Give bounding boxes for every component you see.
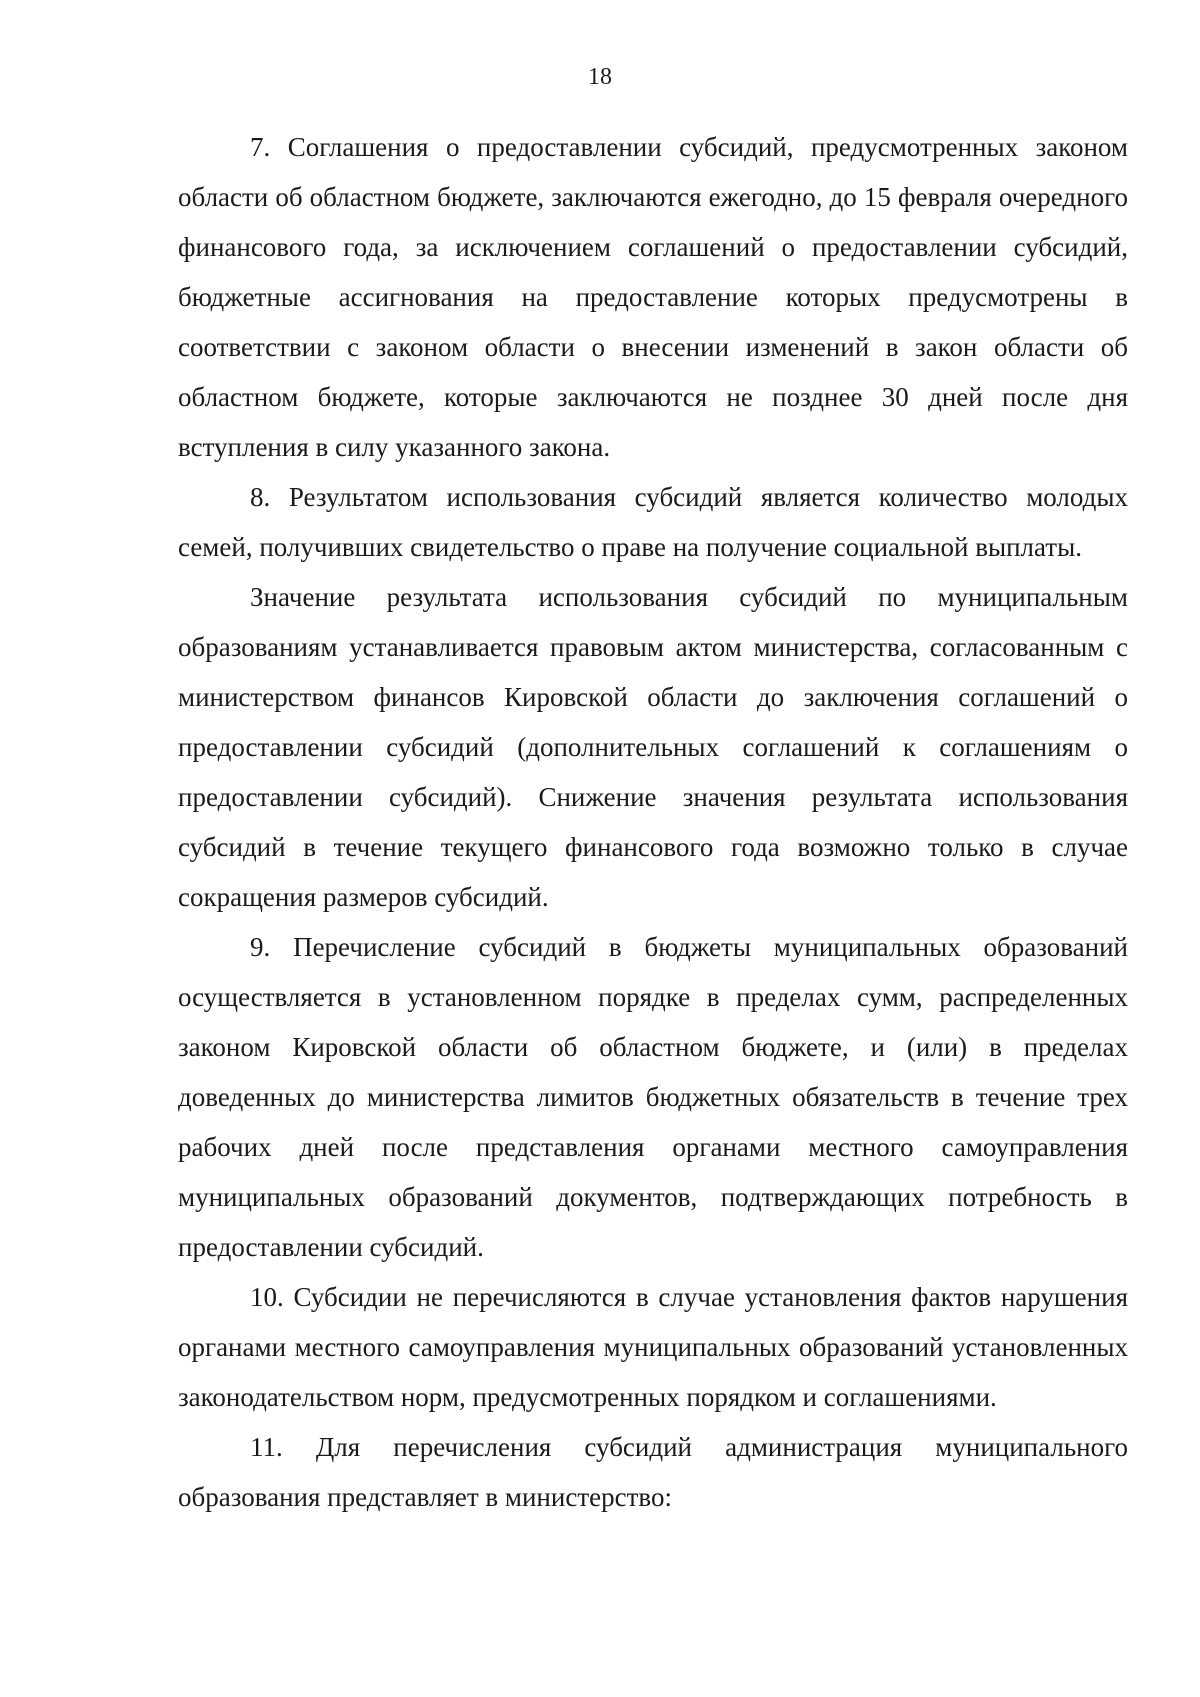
page-number: 18 bbox=[588, 64, 612, 90]
paragraph-8: 8. Результатом использования субсидий является количество молодых семей, получивших свидетельство о праве на получение социальной выплаты. bbox=[178, 482, 1128, 562]
paragraph-result-value: Значение результата использования субсидий по муниципальным образованиям устанавливается правовым актом министерства, согласованным с министерством финансов Кировской области до заключения соглашений о предоставлении субсидий (дополнительных соглашений к соглашениям о предоставлении субсидий). Снижение значения результата использования субсидий в течение текущего финансового года возможно только в случае сокращения размеров субсидий. bbox=[178, 582, 1128, 912]
paragraph-7: 7. Соглашения о предоставлении субсидий, предусмотренных законом области об областном бюджете, заключаются ежегодно, до 15 февраля очередного финансового года, за исключением соглашений о предоставлении субсидий, бюджетные ассигнования на предоставление которых предусмотрены в соответствии с законом области о внесении изменений в закон области об областном бюджете, которые заключаются не позднее 30 дней после дня вступления в силу указанного закона. bbox=[178, 132, 1128, 462]
document-body bbox=[178, 122, 1128, 1522]
paragraph-10: 10. Субсидии не перечисляются в случае установления фактов нарушения органами местного самоуправления муниципальных образований установленных законодательством норм, предусмотренных порядком и соглашениями. bbox=[178, 1282, 1128, 1412]
paragraph-11: 11. Для перечисления субсидий администрация муниципального образования представляет в министерство: bbox=[178, 1432, 1128, 1512]
paragraph-9: 9. Перечисление субсидий в бюджеты муниципальных образований осуществляется в установленном порядке в пределах сумм, распределенных законом Кировской области об областном бюджете, и (или) в пределах доведенных до министерства лимитов бюджетных обязательств в течение трех рабочих дней после представления органами местного самоуправления муниципальных образований документов, подтверждающих потребность в предоставлении субсидий. bbox=[178, 932, 1128, 1262]
